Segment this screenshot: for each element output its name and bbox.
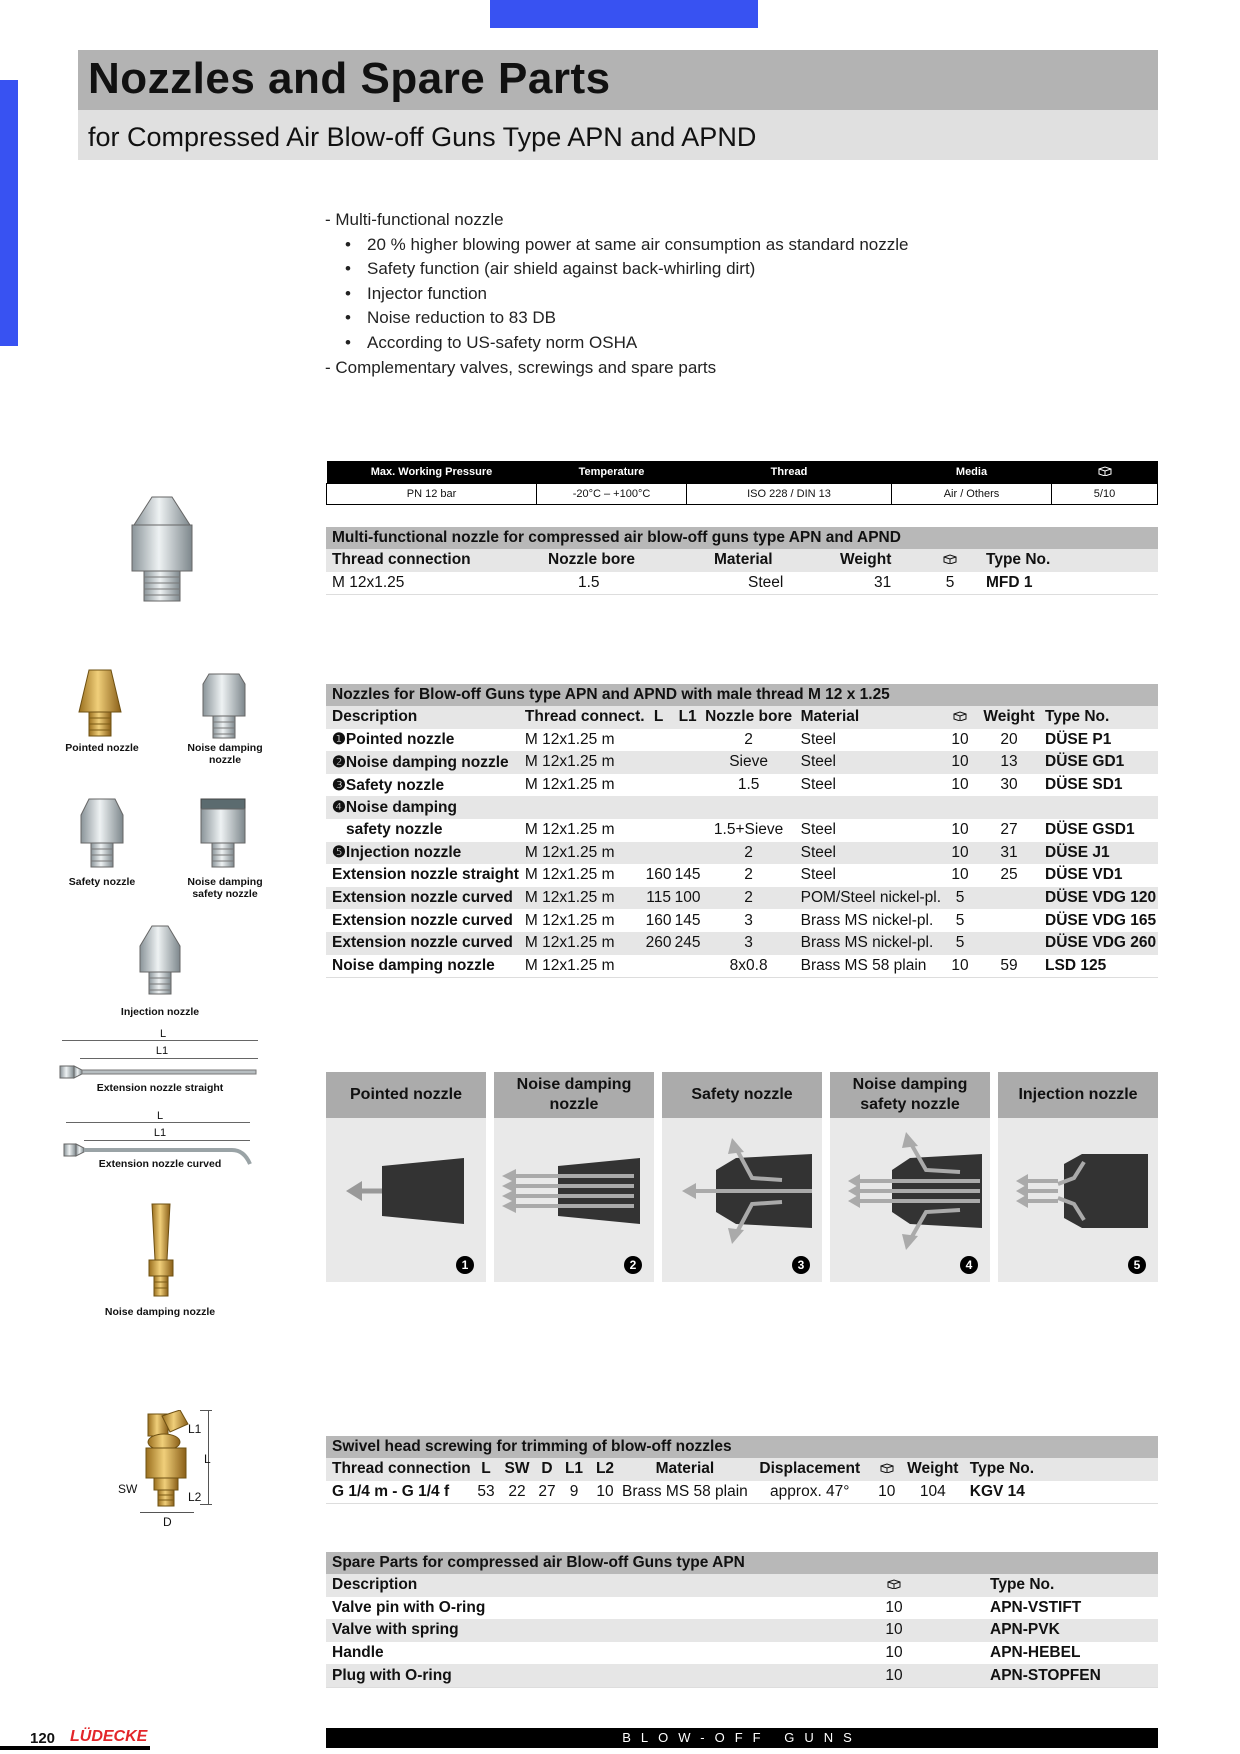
brand-logo: LÜDECKE — [70, 1728, 148, 1745]
spec-header: Temperature — [537, 461, 687, 484]
cell: POM/Steel nickel-pl. — [795, 887, 941, 910]
diagram-header: Safety nozzle — [662, 1072, 822, 1118]
cell — [673, 774, 703, 797]
cell: 2 — [744, 730, 753, 748]
table-row — [326, 955, 1158, 978]
spec-value: 5/10 — [1052, 484, 1158, 505]
cell: 5 — [941, 932, 979, 955]
col-header: Weight — [979, 706, 1039, 729]
cell: Steel — [800, 866, 836, 884]
dim-label-l: L — [159, 1028, 167, 1040]
cell: 5 — [945, 573, 955, 591]
cell — [979, 887, 1039, 910]
spec-value: -20°C – +100°C — [537, 484, 687, 505]
table-row — [326, 887, 1158, 910]
col-header: Thread connect. — [519, 706, 645, 729]
nozzles-section — [326, 684, 1158, 978]
cell: Extension nozzle curved — [326, 887, 519, 910]
diagram-header: Injection nozzle — [998, 1072, 1158, 1118]
side-accent-bar — [0, 80, 18, 346]
cell: Steel — [800, 776, 836, 794]
dim-line — [62, 1040, 258, 1041]
diagram-header: Noise damping nozzle — [494, 1072, 654, 1118]
col-header: Material — [622, 1458, 748, 1481]
col-header: Type No. — [1039, 706, 1158, 729]
cell: 160 — [645, 911, 672, 929]
cell: DÜSE SD1 — [1045, 776, 1123, 794]
cell: DÜSE J1 — [1039, 842, 1158, 865]
cell: MFD 1 — [986, 573, 1033, 591]
intro-text — [325, 208, 908, 380]
injection-nozzle-image — [136, 924, 184, 996]
dim-label-l1: L1 — [153, 1127, 167, 1139]
col-header: Type No. — [964, 1458, 1158, 1481]
mfd-table — [326, 549, 1158, 595]
cell: ❷Noise damping nozzle — [326, 751, 519, 774]
cell: 5 — [941, 887, 979, 910]
intro-bullet: • Safety function (air shield against back-whirling dirt) — [325, 257, 908, 282]
cell: ❺Injection nozzle — [326, 842, 519, 865]
multi-functional-nozzle-image — [122, 495, 202, 607]
extension-nozzle-straight-image — [58, 1060, 258, 1084]
table-row — [326, 864, 1158, 887]
section-title: Nozzles for Blow-off Guns type APN and APND with male thread M 12 x 1.25 — [326, 684, 1158, 706]
cell: Sieve — [703, 751, 795, 774]
cell: 10 — [596, 1482, 614, 1500]
cell: 100 — [673, 887, 703, 910]
cell: 2 — [703, 842, 795, 865]
cell: KGV 14 — [969, 1482, 1025, 1500]
cell: Extension nozzle curved — [332, 911, 513, 929]
package-icon — [920, 549, 980, 572]
section-title: Multi-functional nozzle for compressed air blow-off guns type APN and APND — [326, 527, 1158, 549]
cell: 13 — [979, 751, 1039, 774]
cell: M 12x1.25 m — [524, 776, 615, 794]
cell: 245 — [673, 932, 703, 955]
col-header: Displacement — [748, 1458, 872, 1481]
col-header: Nozzle bore — [542, 549, 708, 572]
page-number: 120 — [30, 1730, 56, 1747]
cell: 104 — [919, 1482, 946, 1500]
diagram-number: 4 — [960, 1256, 978, 1274]
cell: 2 — [744, 866, 753, 884]
cell: Steel — [795, 842, 941, 865]
section-title: Swivel head screwing for trimming of blow-off nozzles — [326, 1436, 1158, 1458]
cell: 31 — [979, 842, 1039, 865]
cell: ❸Safety nozzle — [332, 776, 445, 794]
diagram-number: 2 — [624, 1256, 642, 1274]
cell: Plug with O-ring — [326, 1664, 872, 1687]
cell: Brass MS 58 plain — [800, 956, 927, 974]
dim-line — [80, 1058, 258, 1059]
cell: 1.5 — [578, 573, 600, 591]
cell: 160 — [645, 866, 672, 884]
spare-parts-section — [326, 1552, 1158, 1688]
col-header: Type No. — [980, 549, 1158, 572]
cell: M 12x1.25 m — [524, 956, 615, 974]
cell: M 12x1.25 m — [524, 730, 615, 748]
dim-label-l1: L1 — [155, 1045, 169, 1057]
intro-bullet: • Noise reduction to 83 DB — [325, 306, 908, 331]
diagram-number: 5 — [1128, 1256, 1146, 1274]
cell: 10 — [951, 956, 969, 974]
dim-label-l2: L2 — [188, 1490, 202, 1504]
nozzle-diagrams — [326, 1072, 1158, 1282]
cell: 115 — [645, 887, 673, 910]
cell: APN-PVK — [984, 1619, 1158, 1642]
col-header: Material — [708, 549, 834, 572]
dim-line — [200, 1410, 212, 1411]
cell — [645, 819, 673, 842]
cell: M 12x1.25 m — [524, 866, 615, 884]
cell: 10 — [941, 751, 979, 774]
cell: G 1/4 m - G 1/4 f — [332, 1482, 450, 1500]
cell: 10 — [941, 842, 979, 865]
cell — [979, 932, 1039, 955]
package-icon — [1052, 461, 1158, 484]
cell: Brass MS 58 plain — [622, 1482, 748, 1500]
cell: 260 — [645, 932, 673, 955]
table-row — [326, 909, 1158, 932]
cell — [645, 729, 673, 752]
col-header: Description — [326, 706, 519, 729]
cell — [941, 796, 979, 819]
col-header: Type No. — [984, 1574, 1158, 1597]
spec-header: Media — [892, 461, 1052, 484]
cell: approx. 47° — [770, 1482, 850, 1500]
cell: Steel — [748, 573, 784, 591]
cell: DÜSE GD1 — [1039, 751, 1158, 774]
spec-table — [326, 461, 1158, 505]
page-subtitle: for Compressed Air Blow-off Guns Type APN and APND — [88, 122, 757, 152]
col-header: L — [472, 1458, 500, 1481]
cell: M 12x1.25 m — [519, 887, 645, 910]
cell: Extension nozzle straight — [332, 866, 519, 884]
intro-line: - Complementary valves, screwings and spare parts — [325, 357, 717, 377]
cell — [673, 729, 703, 752]
package-icon — [872, 1458, 902, 1481]
noise-damping-brass-nozzle-label: Noise damping nozzle — [104, 1306, 216, 1318]
section-footer: BLOW-OFF GUNS — [326, 1728, 1158, 1748]
safety-nozzle-image — [77, 797, 127, 869]
cell — [645, 955, 673, 978]
cell: 10 — [885, 1644, 903, 1662]
cell: Extension nozzle curved — [326, 932, 519, 955]
nozzles-table — [326, 706, 1158, 978]
dim-line — [200, 1504, 212, 1505]
cell: Handle — [332, 1644, 384, 1662]
cell — [703, 796, 795, 819]
pointed-nozzle-label: Pointed nozzle — [65, 742, 139, 754]
noise-damping-safety-nozzle-label: Noise damping safety nozzle — [187, 876, 263, 900]
cell: LSD 125 — [1045, 956, 1107, 974]
cell — [645, 751, 673, 774]
col-header: Thread connection — [326, 1458, 472, 1481]
spec-value: Air / Others — [892, 484, 1052, 505]
cell: Steel — [800, 730, 836, 748]
diagram-header: Noise damping safety nozzle — [830, 1072, 990, 1118]
col-header: Weight — [834, 549, 920, 572]
col-header: D — [534, 1458, 560, 1481]
cell: 3 — [703, 932, 795, 955]
cell: M 12x1.25 m — [524, 821, 615, 839]
cell: Valve pin with O-ring — [332, 1598, 486, 1616]
cell: 145 — [674, 911, 701, 929]
footer-rule — [0, 1746, 150, 1750]
noise-damping-nozzle-image — [199, 672, 249, 740]
swivel-table — [326, 1458, 1158, 1504]
cell: APN-STOPFEN — [984, 1664, 1158, 1687]
table-row — [326, 751, 1158, 774]
cell: M 12x1.25 m — [519, 751, 645, 774]
diagram-number: 1 — [456, 1256, 474, 1274]
cell — [645, 774, 673, 797]
cell — [979, 796, 1039, 819]
cell — [795, 796, 941, 819]
cell: ❹Noise damping — [326, 796, 519, 819]
noise-damping-safety-nozzle-image — [197, 797, 249, 869]
col-header: L2 — [588, 1458, 622, 1481]
cell: M 12x1.25 m — [519, 932, 645, 955]
col-header: L — [645, 706, 673, 729]
cell: Valve with spring — [326, 1619, 872, 1642]
pointed-nozzle-image — [75, 668, 125, 740]
dim-line — [66, 1122, 250, 1123]
cell: ❶Pointed nozzle — [332, 731, 455, 749]
cell: 1.5+Sieve — [713, 821, 784, 839]
cell: 9 — [569, 1482, 579, 1500]
spare-parts-table — [326, 1574, 1158, 1688]
table-row — [326, 796, 1158, 819]
top-accent-tab — [490, 0, 758, 28]
col-header: Nozzle bore — [703, 706, 795, 729]
col-header: L1 — [673, 706, 703, 729]
noise-damping-brass-nozzle-image — [145, 1202, 177, 1298]
cell — [979, 909, 1039, 932]
table-row — [326, 819, 1158, 842]
intro-bullet: • Injector function — [325, 282, 908, 307]
col-header: SW — [500, 1458, 534, 1481]
cell: safety nozzle — [346, 821, 443, 839]
cell: 10 — [951, 866, 969, 884]
package-icon — [872, 1574, 916, 1597]
cell: M 12x1.25 m — [524, 911, 615, 929]
extension-nozzle-curved-label: Extension nozzle curved — [98, 1158, 222, 1170]
cell: 145 — [674, 866, 701, 884]
cell — [519, 796, 645, 819]
col-header: Thread connection — [326, 549, 542, 572]
cell: 10 — [951, 730, 969, 748]
cell — [673, 796, 703, 819]
cell — [673, 842, 703, 865]
cell: 27 — [1000, 821, 1018, 839]
cell — [673, 955, 703, 978]
cell: 53 — [477, 1482, 495, 1500]
cell: 10 — [885, 1598, 903, 1616]
dim-label-d: D — [163, 1515, 172, 1529]
cell: 27 — [538, 1482, 556, 1500]
diagram-header: Pointed nozzle — [326, 1072, 486, 1118]
spec-header: Max. Working Pressure — [327, 461, 537, 484]
cell: M 12x1.25 — [332, 573, 405, 591]
cell: 10 — [951, 776, 969, 794]
cell — [673, 819, 703, 842]
cell: 8x0.8 — [729, 956, 768, 974]
spec-value: PN 12 bar — [327, 484, 537, 505]
cell: APN-VSTIFT — [990, 1598, 1082, 1616]
table-row — [326, 729, 1158, 752]
extension-nozzle-straight-label: Extension nozzle straight — [96, 1082, 224, 1094]
cell — [673, 751, 703, 774]
page-title: Nozzles and Spare Parts — [88, 54, 611, 103]
cell: Steel — [795, 751, 941, 774]
cell: Brass MS nickel-pl. — [800, 911, 934, 929]
dim-label-l1: L1 — [188, 1422, 202, 1436]
swivel-section — [326, 1436, 1158, 1504]
cell — [1039, 796, 1158, 819]
cell: 10 — [872, 1664, 916, 1687]
section-title: Spare Parts for compressed air Blow-off Guns type APN — [326, 1552, 1158, 1574]
safety-nozzle-label: Safety nozzle — [68, 876, 136, 888]
mfd-section — [326, 527, 1158, 595]
cell: DÜSE VDG 260 — [1039, 932, 1158, 955]
cell: M 12x1.25 m — [519, 842, 645, 865]
dim-label-l: L — [204, 1452, 211, 1466]
cell — [645, 796, 673, 819]
cell: 5 — [955, 911, 965, 929]
col-header: Material — [795, 706, 941, 729]
noise-damping-nozzle-label: Noise damping nozzle — [187, 742, 263, 766]
cell: DÜSE VD1 — [1045, 866, 1123, 884]
cell: 10 — [872, 1619, 916, 1642]
cell: 1.5 — [737, 776, 760, 794]
col-header: Description — [326, 1574, 872, 1597]
injection-nozzle-label: Injection nozzle — [120, 1006, 200, 1018]
cell: DÜSE VDG 165 — [1045, 911, 1157, 929]
intro-line: - Multi-functional nozzle — [325, 210, 504, 229]
table-row — [326, 774, 1158, 797]
cell: 59 — [1000, 956, 1018, 974]
cell: DÜSE GSD1 — [1045, 821, 1135, 839]
cell: Steel — [800, 821, 836, 839]
dim-label-l: L — [156, 1110, 164, 1122]
table-row — [326, 842, 1158, 865]
cell: 31 — [874, 573, 892, 591]
col-header: L1 — [560, 1458, 588, 1481]
cell: 25 — [1000, 866, 1018, 884]
spec-value: ISO 228 / DIN 13 — [687, 484, 892, 505]
cell: Noise damping nozzle — [332, 956, 495, 974]
cell: APN-HEBEL — [990, 1644, 1081, 1662]
table-row — [326, 932, 1158, 955]
cell: 22 — [508, 1482, 526, 1500]
package-icon — [941, 706, 979, 729]
spec-header: Thread — [687, 461, 892, 484]
cell: 30 — [1000, 776, 1018, 794]
diagram-number: 3 — [792, 1256, 810, 1274]
dim-line — [140, 1512, 194, 1513]
cell: 10 — [951, 821, 969, 839]
cell: 20 — [1000, 730, 1018, 748]
cell: Brass MS nickel-pl. — [795, 932, 941, 955]
cell: DÜSE VDG 120 — [1039, 887, 1158, 910]
dim-label-sw: SW — [118, 1482, 138, 1496]
cell — [645, 842, 673, 865]
intro-bullet: • 20 % higher blowing power at same air consumption as standard nozzle — [325, 233, 908, 258]
intro-bullet: • According to US-safety norm OSHA — [325, 331, 908, 356]
cell: 2 — [703, 887, 795, 910]
col-header: Weight — [902, 1458, 964, 1481]
cell: DÜSE P1 — [1045, 730, 1112, 748]
cell: 3 — [744, 911, 753, 929]
cell: 10 — [878, 1482, 896, 1500]
